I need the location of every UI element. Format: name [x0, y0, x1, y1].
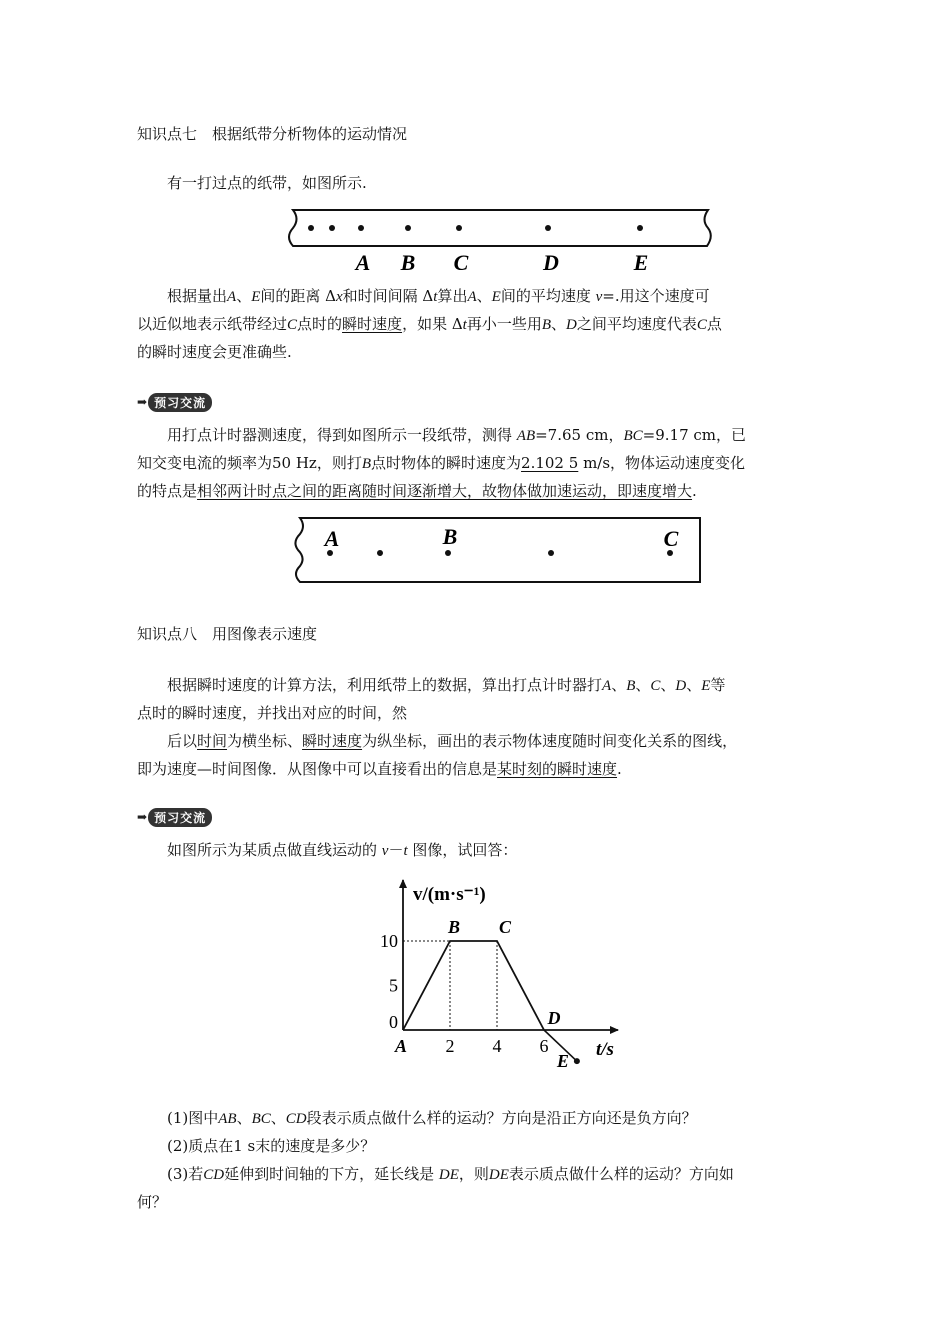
point-label-d: D: [547, 1008, 561, 1028]
section8-paragraph-line4: 即为速度—时间图像．从图像中可以直接看出的信息是某时刻的瞬时速度.: [137, 760, 622, 778]
section8-heading: 知识点八 用图像表示速度: [137, 625, 318, 643]
tape-1-dot: [405, 225, 411, 231]
answer-blank-instantaneous-speed: 瞬时速度: [342, 315, 403, 333]
y-tick-label: 0: [389, 1012, 398, 1032]
tape-2-label-C: C: [663, 526, 679, 551]
y-tick-label: 10: [380, 931, 398, 951]
tape-1-dot: [358, 225, 364, 231]
point-label-a: A: [394, 1036, 408, 1056]
answer-blank-info: 某时刻的瞬时速度: [497, 760, 618, 778]
tape-1-dot: [545, 225, 551, 231]
tape-1-label-D: D: [543, 250, 559, 275]
x-axis-label: t/s: [596, 1039, 614, 1060]
point-e-dot: [574, 1058, 580, 1064]
tape-1-outline: [289, 210, 711, 246]
section7-paragraph-line3: 的瞬时速度会更准确些.: [137, 343, 292, 361]
y-axis-label: v/(m·s⁻¹): [413, 884, 486, 905]
section8-paragraph-line2: 点时的瞬时速度，并找出对应的时间，然: [137, 704, 408, 722]
tape-2-dot: [548, 550, 554, 556]
x-tick-label: 6: [539, 1036, 549, 1056]
section8-paragraph-line1: 根据瞬时速度的计算方法，利用纸带上的数据，算出打点计时器打A、B、C、D、E等: [167, 676, 726, 694]
section7-heading: 知识点七 根据纸带分析物体的运动情况: [137, 125, 408, 143]
question-2: (2)质点在1 s末的速度是多少？: [167, 1137, 376, 1155]
point-label-e: E: [556, 1051, 569, 1072]
tape-figure-1: [283, 206, 723, 278]
series-line: [403, 941, 544, 1030]
arrow-icon: ➡: [137, 395, 148, 409]
vt-chart: [370, 870, 640, 1092]
exercise1-line3: 的特点是相邻两计时点之间的距离随时间逐渐增大，故物体做加速运动，即速度增大.: [137, 482, 697, 500]
tape-2-outline: [295, 518, 700, 582]
tape-1-label-B: B: [400, 250, 416, 275]
tape-figure-2: [290, 514, 710, 586]
preview-tag-1: ➡ 预习交流: [137, 393, 212, 411]
point-label-b: B: [447, 917, 461, 937]
exercise1-line2: 知交变电流的频率为50 Hz，则打B点时物体的瞬时速度为2.102 5 m/s，物体运动速度变化: [137, 454, 746, 472]
preview-tag-2: ➡ 预习交流: [137, 808, 212, 826]
x-tick-label: 4: [492, 1036, 502, 1056]
tape-2-dot: [377, 550, 383, 556]
tape-2-label-B: B: [442, 524, 458, 549]
section7-paragraph-line1: 根据量出A、E间的距离 Δx和时间间隔 Δt算出A、E间的平均速度 v=.用这个速度可: [167, 287, 710, 305]
arrow-icon: ➡: [137, 810, 148, 824]
exercise1-line1: 用打点计时器测速度，得到如图所示一段纸带，测得 AB=7.65 cm，BC=9.17 cm，已: [167, 426, 747, 444]
x-tick-label: 2: [445, 1036, 455, 1056]
question-1: (1)图中AB、BC、CD段表示质点做什么样的运动？方向是沿正方向还是负方向？: [167, 1109, 697, 1127]
tape-1-dot: [308, 225, 314, 231]
section7-intro: 有一打过点的纸带，如图所示.: [167, 174, 367, 192]
point-label-c: C: [498, 917, 512, 937]
section8-paragraph-line3: 后以时间为横坐标、瞬时速度为纵坐标，画出的表示物体速度随时间变化关系的图线，: [167, 732, 738, 750]
answer-blank-speed-value: 2.102 5: [521, 454, 579, 472]
tape-1-label-C: C: [453, 250, 469, 275]
answer-blank-time: 时间: [197, 732, 228, 750]
tape-1-dot: [637, 225, 643, 231]
tape-1-dot: [456, 225, 462, 231]
tape-1-dot: [329, 225, 335, 231]
tape-2-dot: [445, 550, 451, 556]
tape-1-label-E: E: [633, 250, 649, 275]
y-tick-label: 5: [389, 975, 398, 996]
section7-paragraph-line2: 以近似地表示纸带经过C点时的瞬时速度，如果 Δt再小一些用B、D之间平均速度代表C点: [137, 315, 722, 333]
answer-blank-instant-speed: 瞬时速度: [302, 732, 363, 750]
answer-blank-motion-feature: 相邻两计时点之间的距离随时间逐渐增大，故物体做加速运动，即速度增大: [197, 482, 693, 500]
exercise2-intro: 如图所示为某质点做直线运动的 v－t 图像，试回答：: [167, 841, 518, 859]
question-3-line1: (3)若CD延伸到时间轴的下方，延长线是 DE，则DE表示质点做什么样的运动？方向如: [167, 1165, 734, 1183]
question-3-line2: 何？: [137, 1193, 168, 1211]
tape-2-label-A: A: [324, 526, 340, 551]
tape-1-label-A: A: [355, 250, 371, 275]
